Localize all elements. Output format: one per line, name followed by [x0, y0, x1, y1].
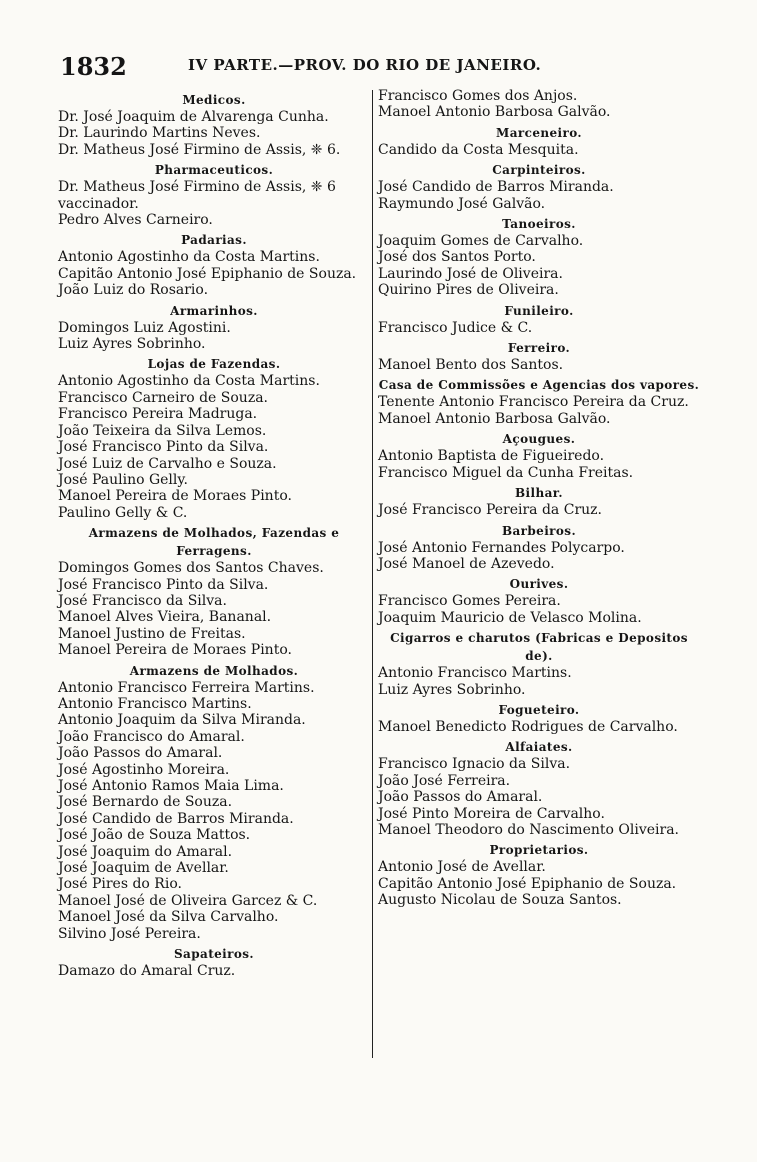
list-entry: Candido da Costa Mesquita.	[378, 141, 579, 158]
section-heading: Tanoeiros.	[502, 217, 576, 232]
list-entry: Capitão Antonio José Epiphanio de Souza.	[378, 875, 677, 892]
section-ourives	[378, 575, 700, 626]
list-entry: José Agostinho Moreira.	[58, 761, 230, 778]
left-column	[58, 88, 370, 979]
list-entry: Francisco Ignacio da Silva.	[378, 756, 571, 773]
list-entry: Joaquim Mauricio de Velasco Molina.	[378, 609, 642, 626]
list-entry: Antonio Francisco Martins.	[58, 695, 252, 712]
list-entry: Antonio Agostinho da Costa Martins.	[58, 373, 320, 390]
list-entry: Domingos Luiz Agostini.	[58, 319, 231, 336]
section-heading: Funileiro.	[504, 303, 574, 318]
list-entry: Manoel José da Silva Carvalho.	[58, 909, 279, 926]
list-entry: José Pires do Rio.	[58, 876, 182, 893]
section-alfaiates	[378, 738, 700, 838]
section-ferreiro	[378, 339, 700, 373]
section-heading: Bilhar.	[515, 486, 563, 501]
section-heading: Carpinteiros.	[492, 163, 586, 178]
list-entry: João Luiz do Rosario.	[58, 282, 209, 299]
list-entry: Antonio Francisco Martins.	[378, 665, 572, 682]
section-funileiro	[378, 302, 700, 336]
list-entry: José Joaquim do Amaral.	[58, 843, 233, 860]
list-entry: Manoel Pereira de Moraes Pinto.	[58, 488, 292, 505]
section-pharmaceuticos	[58, 161, 370, 228]
section-medicos	[58, 91, 370, 158]
section-acougues	[378, 430, 700, 481]
list-entry: Luiz Ayres Sobrinho.	[58, 336, 206, 353]
list-entry: José Joaquim de Avellar.	[58, 860, 229, 877]
list-entry: Manoel Antonio Barbosa Galvão.	[378, 104, 611, 121]
list-entry: Dr. Laurindo Martins Neves.	[58, 125, 261, 142]
column-divider	[372, 90, 373, 1058]
section-casa-de-commissoes-e-agencias-dos-vapores	[378, 376, 700, 427]
list-entry: Damazo do Amaral Cruz.	[58, 963, 236, 980]
section-heading: Armazens de Molhados.	[129, 663, 299, 678]
list-entry: José Francisco Pinto da Silva.	[58, 576, 269, 593]
list-entry: Paulino Gelly & C.	[58, 504, 188, 521]
list-entry: Manoel Alves Vieira, Bananal.	[58, 609, 272, 626]
list-entry: Luiz Ayres Sobrinho.	[378, 681, 526, 698]
list-entry: Antonio Francisco Ferreira Martins.	[58, 679, 315, 696]
section-armarinhos	[58, 302, 370, 353]
list-entry: Capitão Antonio José Epiphanio de Souza.	[58, 265, 357, 282]
list-entry: José João de Souza Mattos.	[58, 827, 251, 844]
list-entry: Dr. Matheus José Firmino de Assis, ❈ 6.	[58, 141, 341, 158]
section-marceneiro	[378, 124, 700, 158]
section-sapateiros	[58, 945, 370, 979]
list-entry: Pedro Alves Carneiro.	[58, 212, 213, 229]
list-entry: João Passos do Amaral.	[378, 789, 543, 806]
list-entry: Raymundo José Galvão.	[378, 195, 546, 212]
list-entry: José Bernardo de Souza.	[58, 794, 233, 811]
list-entry: Francisco Gomes Pereira.	[378, 593, 561, 610]
running-title: IV PARTE.—PROV. DO RIO DE JANEIRO.	[188, 56, 542, 74]
list-entry: Manoel Antonio Barbosa Galvão.	[378, 410, 611, 427]
list-entry: Quirino Pires de Oliveira.	[378, 282, 559, 299]
list-entry: Manoel Theodoro do Nascimento Oliveira.	[378, 821, 679, 838]
section-armazens-de-molhados-fazendas-e-ferragens	[58, 524, 370, 658]
list-entry: Antonio Joaquim da Silva Miranda.	[58, 712, 306, 729]
section-heading: Ferreiro.	[507, 341, 571, 356]
list-entry: Joaquim Gomes de Carvalho.	[378, 233, 584, 250]
list-entry: Francisco Pereira Madruga.	[58, 406, 258, 423]
section-cigarros-e-charutos-fabricas-e-depositos-de	[378, 629, 700, 698]
section-heading: Padarias.	[181, 233, 247, 248]
page-number: 1832	[60, 52, 127, 81]
section-tanoeiros	[378, 215, 700, 299]
list-entry: Manoel Bento dos Santos.	[378, 357, 564, 374]
list-entry: José Francisco da Silva.	[58, 592, 227, 609]
list-entry: Francisco Judice & C.	[378, 319, 533, 336]
list-entry: João José Ferreira.	[378, 772, 511, 789]
section-heading: Medicos.	[182, 93, 246, 107]
section-armazens-de-molhados	[58, 662, 370, 943]
section-heading: Pharmaceuticos.	[154, 163, 274, 178]
list-entry: Manoel Benedicto Rodrigues de Carvalho.	[378, 718, 678, 735]
section-fogueteiro	[378, 701, 700, 735]
list-entry: José Antonio Ramos Maia Lima.	[58, 778, 284, 794]
section-barbeiros	[378, 522, 700, 573]
list-entry: Tenente Antonio Francisco Pereira da Cruz.	[378, 394, 689, 411]
list-entry: Antonio Baptista de Figueiredo.	[378, 448, 605, 465]
list-entry: Francisco Gomes dos Anjos.	[378, 88, 578, 104]
section-untitled	[378, 88, 700, 121]
list-entry: Manoel Justino de Freitas.	[58, 625, 246, 642]
list-entry: José Candido de Barros Miranda.	[58, 810, 294, 827]
list-entry: José Luiz de Carvalho e Souza.	[58, 455, 277, 472]
list-entry: José Francisco Pinto da Silva.	[58, 439, 269, 456]
list-entry: José Candido de Barros Miranda.	[378, 179, 614, 196]
list-entry: Domingos Gomes dos Santos Chaves.	[58, 560, 324, 577]
list-entry: João Passos do Amaral.	[58, 745, 223, 762]
section-lojas-de-fazendas	[58, 355, 370, 521]
list-entry: Laurindo José de Oliveira.	[378, 265, 563, 282]
section-heading: Sapateiros.	[173, 947, 254, 962]
page-header	[0, 52, 757, 81]
list-entry: Manoel Pereira de Moraes Pinto.	[58, 642, 292, 659]
section-padarias	[58, 231, 370, 298]
list-entry: José Pinto Moreira de Carvalho.	[378, 805, 605, 822]
section-heading: Açougues.	[502, 432, 576, 447]
section-proprietarios	[378, 841, 700, 908]
section-heading: Fogueteiro.	[498, 702, 580, 717]
list-entry: Antonio José de Avellar.	[378, 859, 546, 876]
list-entry: Antonio Agostinho da Costa Martins.	[58, 249, 320, 266]
list-entry: João Francisco do Amaral.	[58, 728, 245, 745]
section-heading: Armarinhos.	[170, 303, 258, 318]
list-entry: José Paulino Gelly.	[58, 471, 188, 488]
list-entry: Manoel José de Oliveira Garcez & C.	[58, 892, 318, 909]
section-heading: Ourives.	[509, 577, 569, 592]
section-heading: Armazens de Molhados, Fazendas e Ferragens.	[88, 526, 340, 559]
section-heading: Proprietarios.	[489, 843, 589, 858]
section-heading: Marceneiro.	[496, 125, 582, 140]
section-bilhar	[378, 484, 700, 518]
list-entry: José Manoel de Azevedo.	[378, 555, 555, 572]
list-entry: João Teixeira da Silva Lemos.	[58, 422, 267, 439]
list-entry: Francisco Miguel da Cunha Freitas.	[378, 464, 634, 481]
list-entry: Silvino José Pereira.	[58, 925, 201, 942]
section-heading: Casa de Commissões e Agencias dos vapores.	[378, 378, 700, 393]
section-heading: Barbeiros.	[501, 523, 577, 538]
list-entry: José dos Santos Porto.	[378, 249, 536, 266]
list-entry: Augusto Nicolau de Souza Santos.	[378, 892, 622, 909]
list-entry: José Francisco Pereira da Cruz.	[378, 502, 602, 519]
section-heading: Alfaiates.	[505, 740, 573, 755]
list-entry: José Antonio Fernandes Polycarpo.	[378, 539, 625, 556]
list-entry: Francisco Carneiro de Souza.	[58, 389, 268, 406]
list-entry: Dr. Matheus José Firmino de Assis, ❈ 6 vaccinador.	[58, 179, 336, 212]
section-heading: Cigarros e charutos (Fabricas e Depositos de).	[390, 631, 688, 664]
section-carpinteiros	[378, 161, 700, 212]
right-column	[378, 88, 700, 909]
section-heading: Lojas de Fazendas.	[147, 357, 281, 372]
list-entry: Dr. José Joaquim de Alvarenga Cunha.	[58, 109, 329, 125]
